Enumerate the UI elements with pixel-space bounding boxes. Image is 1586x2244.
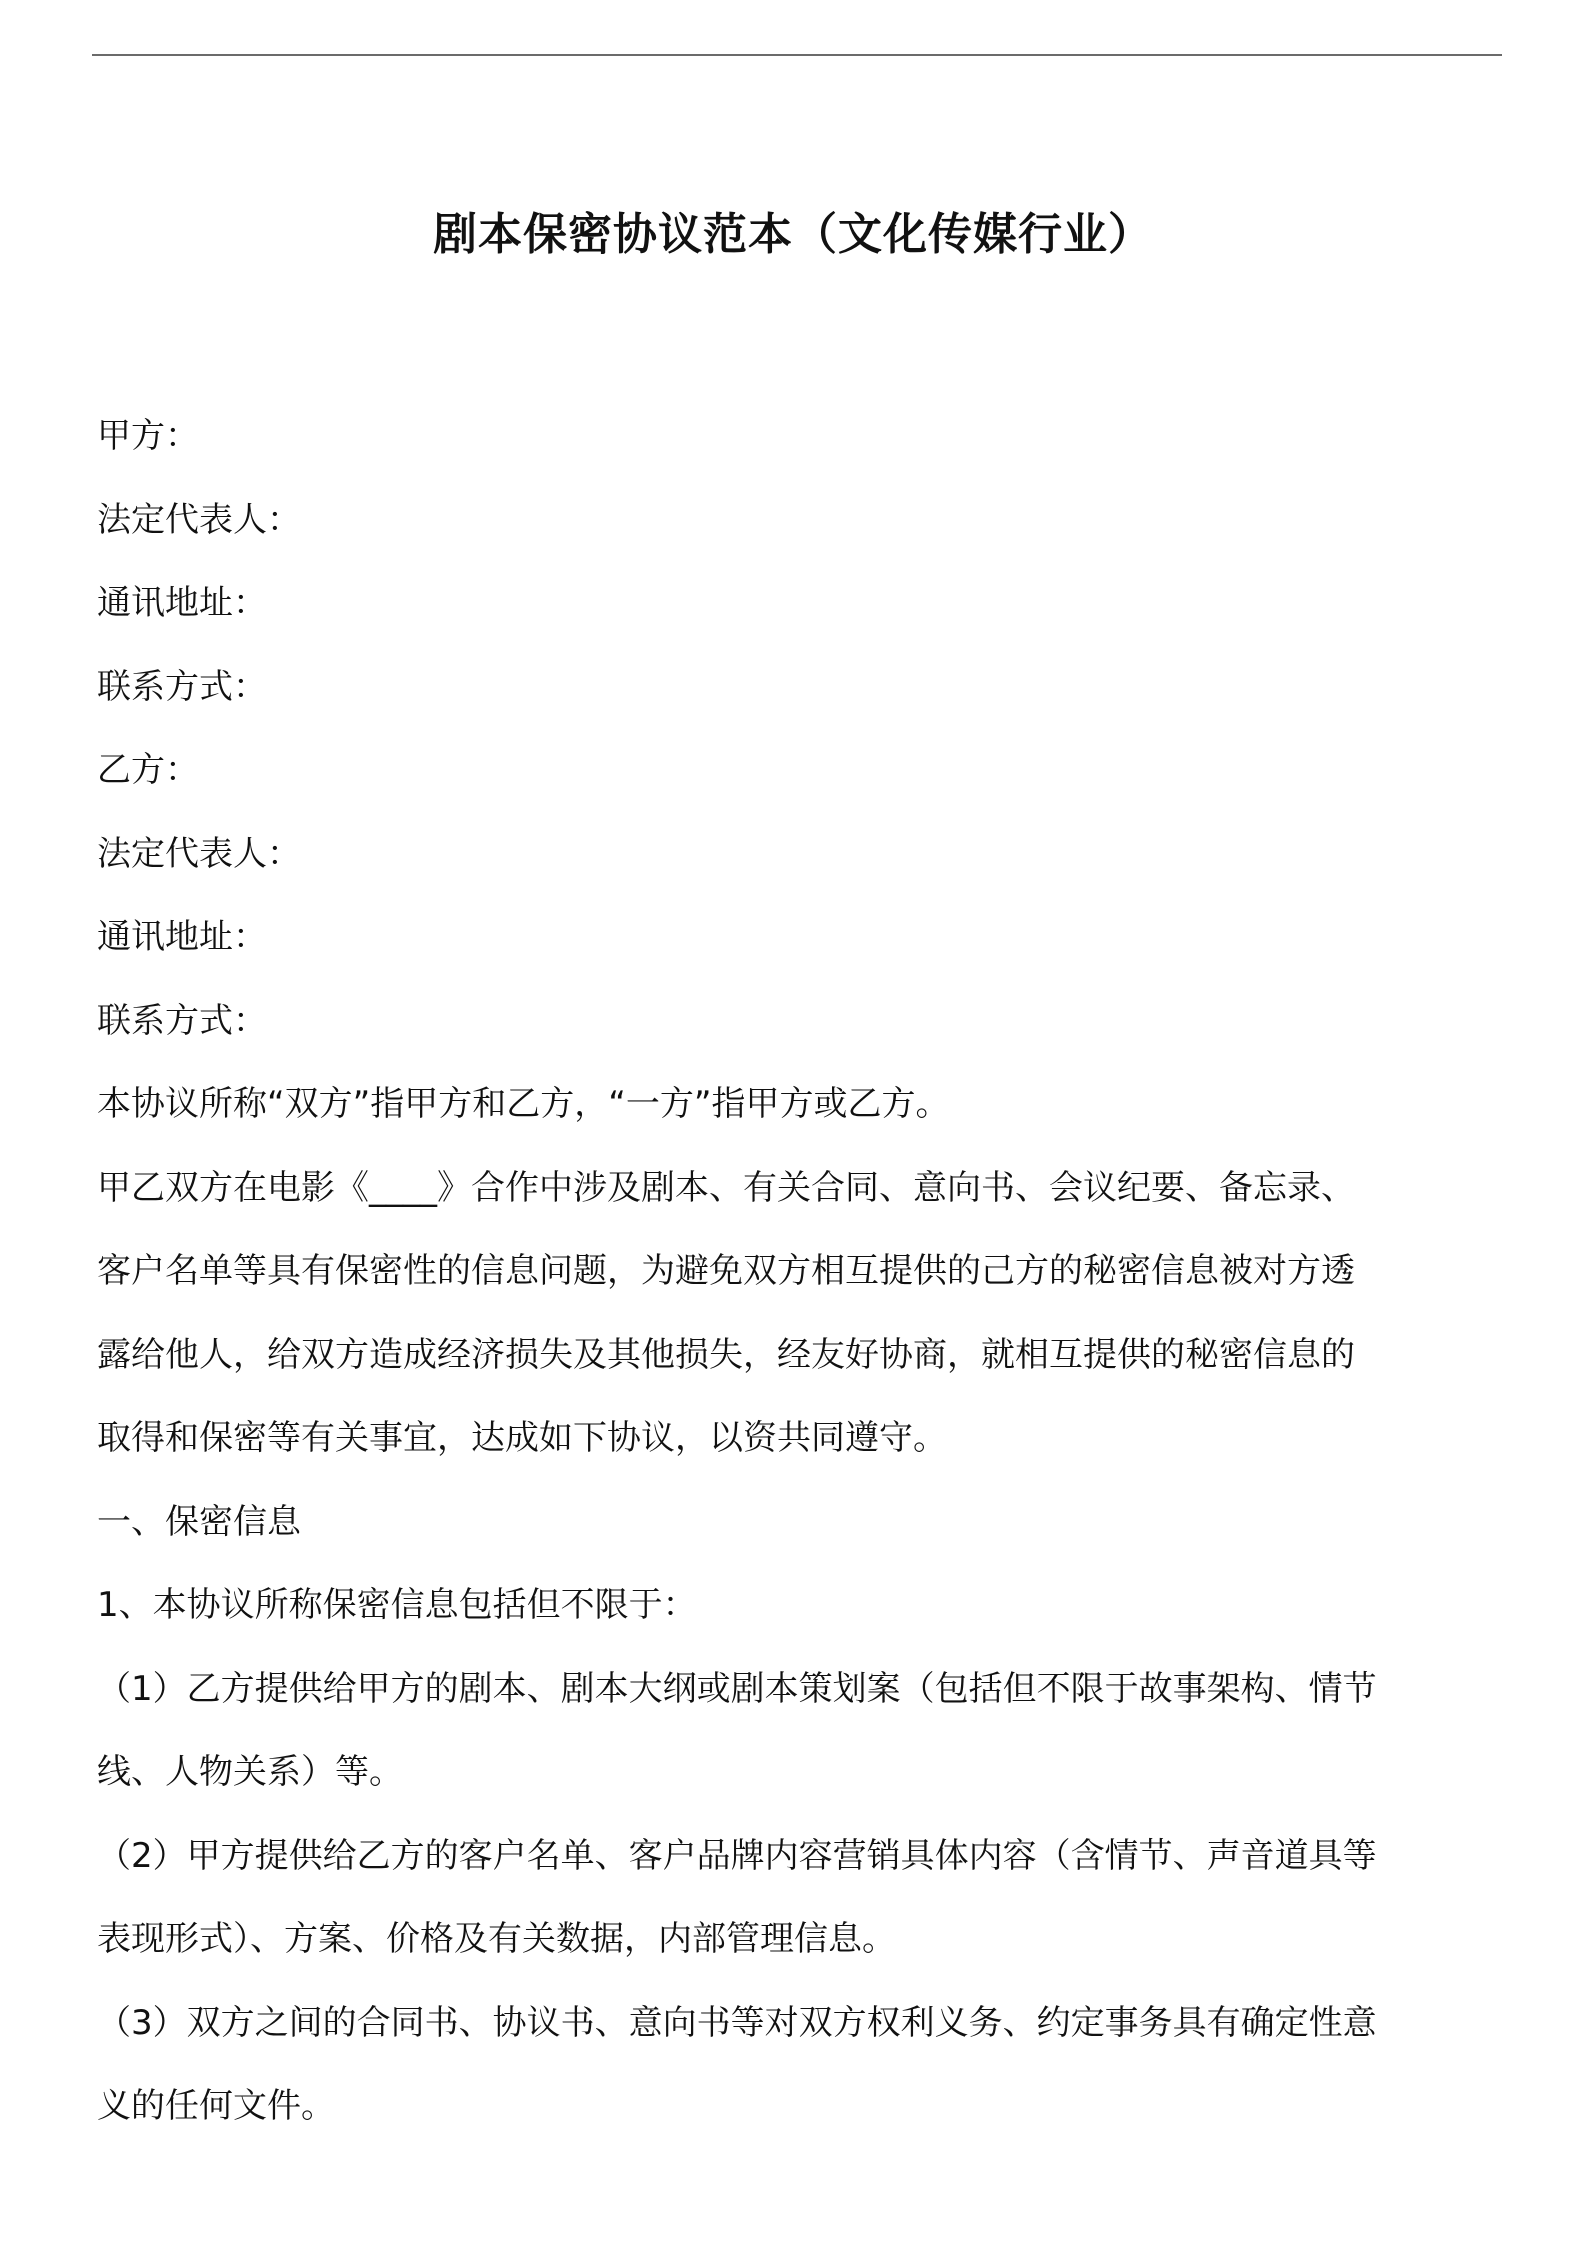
party-b-contact: 联系方式：	[97, 1000, 267, 1041]
party-a-name: 甲方：	[97, 416, 199, 456]
section-heading: 一、保密信息	[97, 1501, 301, 1542]
party-b-representative: 法定代表人：	[97, 833, 301, 874]
header-rule	[92, 54, 1502, 56]
party-a-address: 通讯地址：	[97, 583, 267, 623]
item-1-line: 线、人物关系）等。	[97, 1752, 403, 1792]
intro-line: 甲乙双方在电影《____》合作中涉及剧本、有关合同、意向书、会议纪要、备忘录、	[97, 1167, 1355, 1208]
intro-line: 取得和保密等有关事宜，达成如下协议，以资共同遵守。	[97, 1418, 947, 1458]
intro-line: 客户名单等具有保密性的信息问题，为避免双方相互提供的己方的秘密信息被对方透	[97, 1251, 1355, 1291]
intro-line: 露给他人，给双方造成经济损失及其他损失，经友好协商，就相互提供的秘密信息的	[97, 1334, 1355, 1375]
item-2-line: （2）甲方提供给乙方的客户名单、客户品牌内容营销具体内容（含情节、声音道具等	[97, 1835, 1377, 1876]
document-title: 剧本保密协议范本（文化传媒行业）	[433, 209, 1153, 260]
definition-paragraph: 本协议所称“双方”指甲方和乙方，“一方”指甲方或乙方。	[97, 1084, 950, 1124]
clause-1: 1、本协议所称保密信息包括但不限于：	[97, 1585, 697, 1625]
party-a-contact: 联系方式：	[97, 666, 267, 707]
item-3-line: （3）双方之间的合同书、协议书、意向书等对双方权利义务、约定事务具有确定性意	[97, 2002, 1377, 2043]
party-b-name: 乙方：	[97, 750, 199, 790]
item-2-line: 表现形式）、方案、价格及有关数据，内部管理信息。	[97, 1919, 896, 1959]
party-b-address: 通讯地址：	[97, 917, 267, 957]
item-1-line: （1）乙方提供给甲方的剧本、剧本大纲或剧本策划案（包括但不限于故事架构、情节	[97, 1668, 1377, 1709]
item-3-line: 义的任何文件。	[97, 2086, 335, 2126]
document-body	[97, 395, 1502, 2149]
party-a-representative: 法定代表人：	[97, 499, 301, 540]
